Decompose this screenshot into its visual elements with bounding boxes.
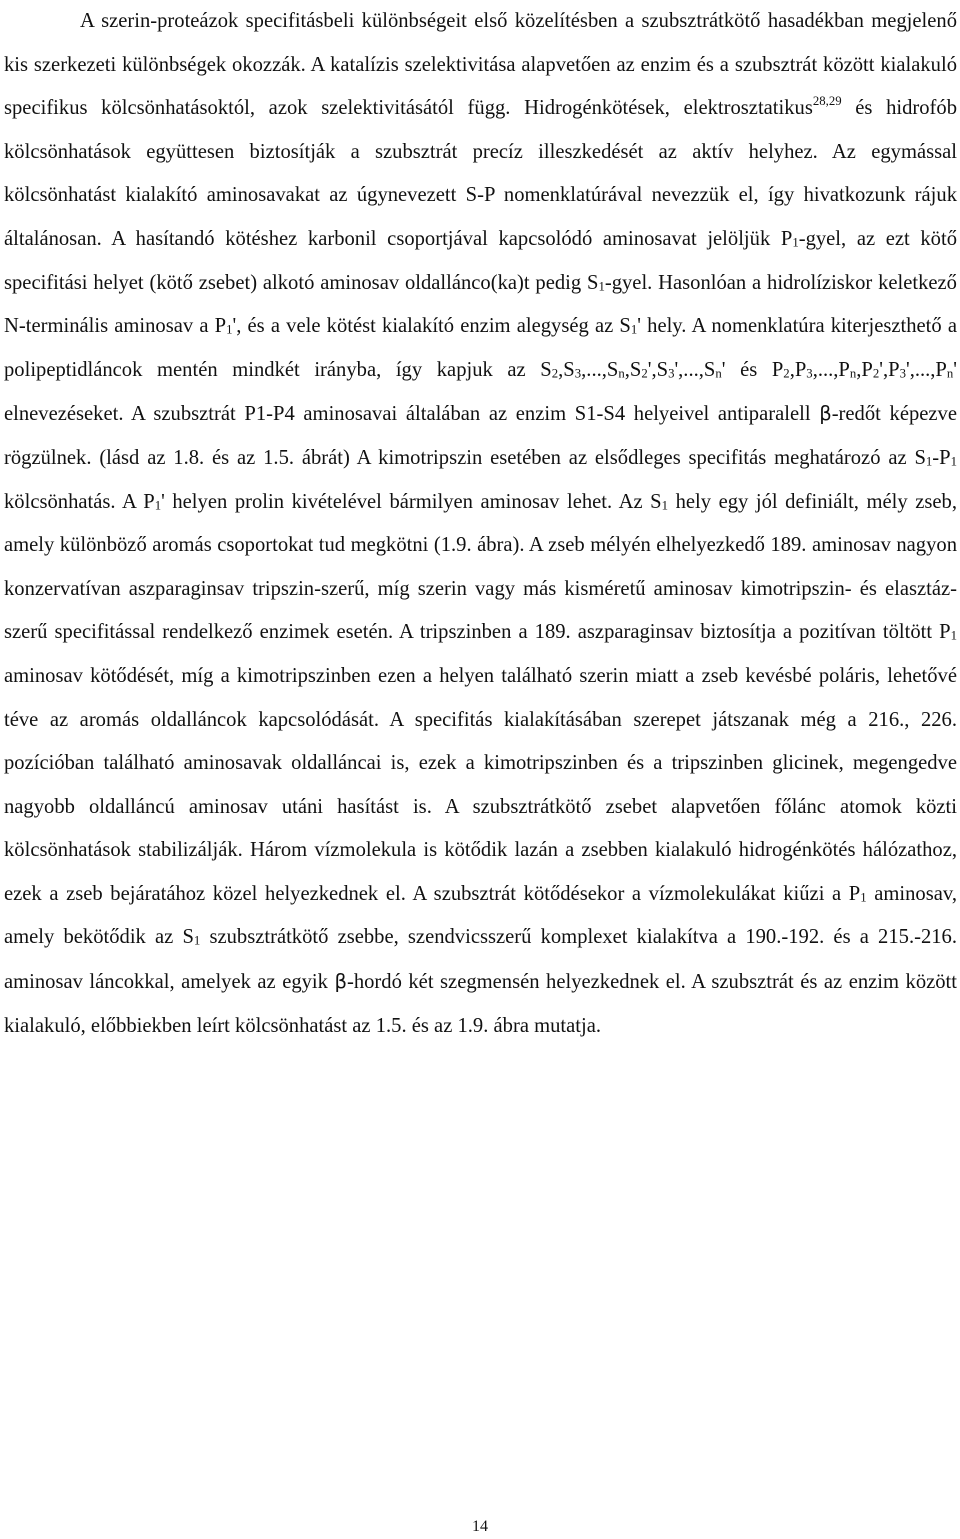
subscript: 1: [925, 454, 933, 469]
text-run: ,P: [856, 358, 873, 381]
text-run: -hordó két szegmensén helyezkednek el. A szubsztrát és az enzim között kialakuló, előbbiekben leírt kölcsönhatást az 1.5. és az 1.9. ábra mutatja.: [4, 971, 957, 1037]
subscript: 3: [899, 366, 906, 381]
text-run: -gyel, az ezt kötő specifitási helyet (kötő zsebet) alkotó aminosav oldallánco(ka)t pedig S: [4, 227, 957, 294]
text-run: ' és P: [721, 358, 784, 381]
subscript: 1: [226, 322, 233, 337]
subscript: n: [946, 366, 954, 381]
subscript: n: [715, 366, 722, 381]
subscript: 2: [551, 366, 559, 381]
greek-beta: β: [334, 970, 347, 994]
text-run: ,...,S: [581, 358, 619, 381]
text-run: ,P: [789, 358, 807, 381]
text-run: ' hely. A nomenklatúra kiterjeszthető a polipeptidláncok mentén mindkét irányba, így kapjuk az S: [4, 315, 957, 381]
subscript: 2: [872, 366, 880, 381]
subscript: 3: [806, 366, 813, 381]
text-run: kölcsönhatás. A P: [4, 490, 155, 513]
subscript: n: [618, 366, 625, 381]
body-text: [4, 0, 957, 1048]
subscript: 1: [193, 934, 201, 948]
paragraph: [4, 0, 957, 1048]
text-run: ',P: [879, 358, 900, 381]
subscript: 1: [598, 279, 605, 294]
text-run: ,...,P: [812, 358, 850, 381]
text-run: ',...,S: [674, 358, 716, 381]
superscript-citation: 28,29: [812, 94, 842, 108]
subscript: 2: [641, 366, 648, 381]
text-run: hely egy jól definiált, mély zseb, amely különböző aromás csoportokat tud megkötni (1.9. ábra). A zseb mélyén elhelyezkedő 189. aminosav nagyon konzervatívan aszparaginsav tripszin-szerű, míg szerin vagy más kisméretű aminosav kimotripszin- és elasztáz-szerű specifitással rendelkező enzimek esetén. A tripszinben a 189. aszparaginsav biztosítja a pozitívan töltött P: [4, 490, 957, 644]
text-run: ', és a vele kötést kialakító enzim alegység az S: [232, 315, 631, 338]
text-run: -P: [932, 446, 951, 469]
text-run: -redőt képezve rögzülnek. (lásd az 1.8. és az 1.5. ábrát) A kimotripszin esetében az elsődleges specifitás meghatározó az S: [4, 403, 957, 469]
subscript: n: [849, 366, 857, 381]
subscript: 1: [860, 890, 867, 905]
subscript: 3: [574, 366, 582, 381]
text-run: -gyel. Hasonlóan a hidrolíziskor keletkező N-terminális aminosav a P: [4, 271, 957, 338]
subscript: 1: [950, 454, 957, 469]
subscript: 1: [630, 322, 638, 337]
greek-beta: β: [819, 402, 832, 426]
subscript: 3: [668, 366, 675, 381]
text-run: ',...,P: [905, 358, 947, 381]
text-run: ',S: [647, 358, 669, 381]
text-run: ' helyen prolin kivételével bármilyen aminosav lehet. Az S: [161, 490, 662, 513]
page-number: 14: [472, 1518, 488, 1535]
text-run: ,S: [558, 358, 575, 381]
text-run: szubsztrátkötő zsebbe, szendvicsszerű komplexet kialakítva a 190.-192. és a 215.-216. aminosav láncokkal, amelyek az egyik: [4, 926, 957, 994]
text-run: és hidrofób kölcsönhatások együttesen biztosítják a szubsztrát precíz illeszkedését az aktív helyhez. Az egymással kölcsönhatást kialakító aminosavakat az úgynevezett S-P nomenklatúrával nevezzük el, így hivatkozunk rájuk általánosan. A hasítandó kötéshez karbonil csoportjával kapcsolódó aminosavat jelöljük P: [4, 97, 957, 250]
text-run: ,S: [624, 358, 642, 381]
subscript: 1: [950, 628, 957, 643]
text-run: aminosav, amely bekötődik az S: [4, 882, 957, 949]
subscript: 1: [154, 498, 162, 513]
subscript: 1: [792, 235, 799, 250]
subscript: 2: [783, 366, 790, 381]
subscript: 1: [661, 498, 669, 513]
text-run: aminosav kötődését, míg a kimotripszinben ezen a helyen található szerin miatt a zseb kevésbé poláris, lehetővé téve az aromás oldalláncok kapcsolódását. A specifitás kialakításában szerepet játszanak még a 216., 226. pozícióban található aminosavak oldalláncai is, ezek a kimotripszinben és a tripszinben glicinek, megengedve nagyobb oldalláncú aminosav utáni hasítást is. A szubsztrátkötő zsebet alapvetően főlánc atomok közti kölcsönhatások stabilizálják. Három vízmolekula is kötődik lazán a zsebben kialakuló hidrogénkötés hálózathoz, ezek a zseb bejáratához közel helyezkednek el. A szubsztrát kötődésekor a vízmolekulákat kiűzi a P: [4, 664, 957, 905]
text-run: ' elnevezéseket. A szubsztrát P1-P4 aminosavai általában az enzim S1-S4 helyeivel antiparalell: [4, 358, 957, 426]
text-run: A szerin-proteázok specifitásbeli különbségeit első közelítésben a szubsztrátkötő hasadékban megjelenő kis szerkezeti különbségek okozzák. A katalízis szelektivitása alapvetően az enzim és a szubsztrát között kialakuló specifikus kölcsönhatásoktól, azok szelektivitásától függ. Hidrogénkötések, elektrosztatikus: [4, 10, 957, 120]
